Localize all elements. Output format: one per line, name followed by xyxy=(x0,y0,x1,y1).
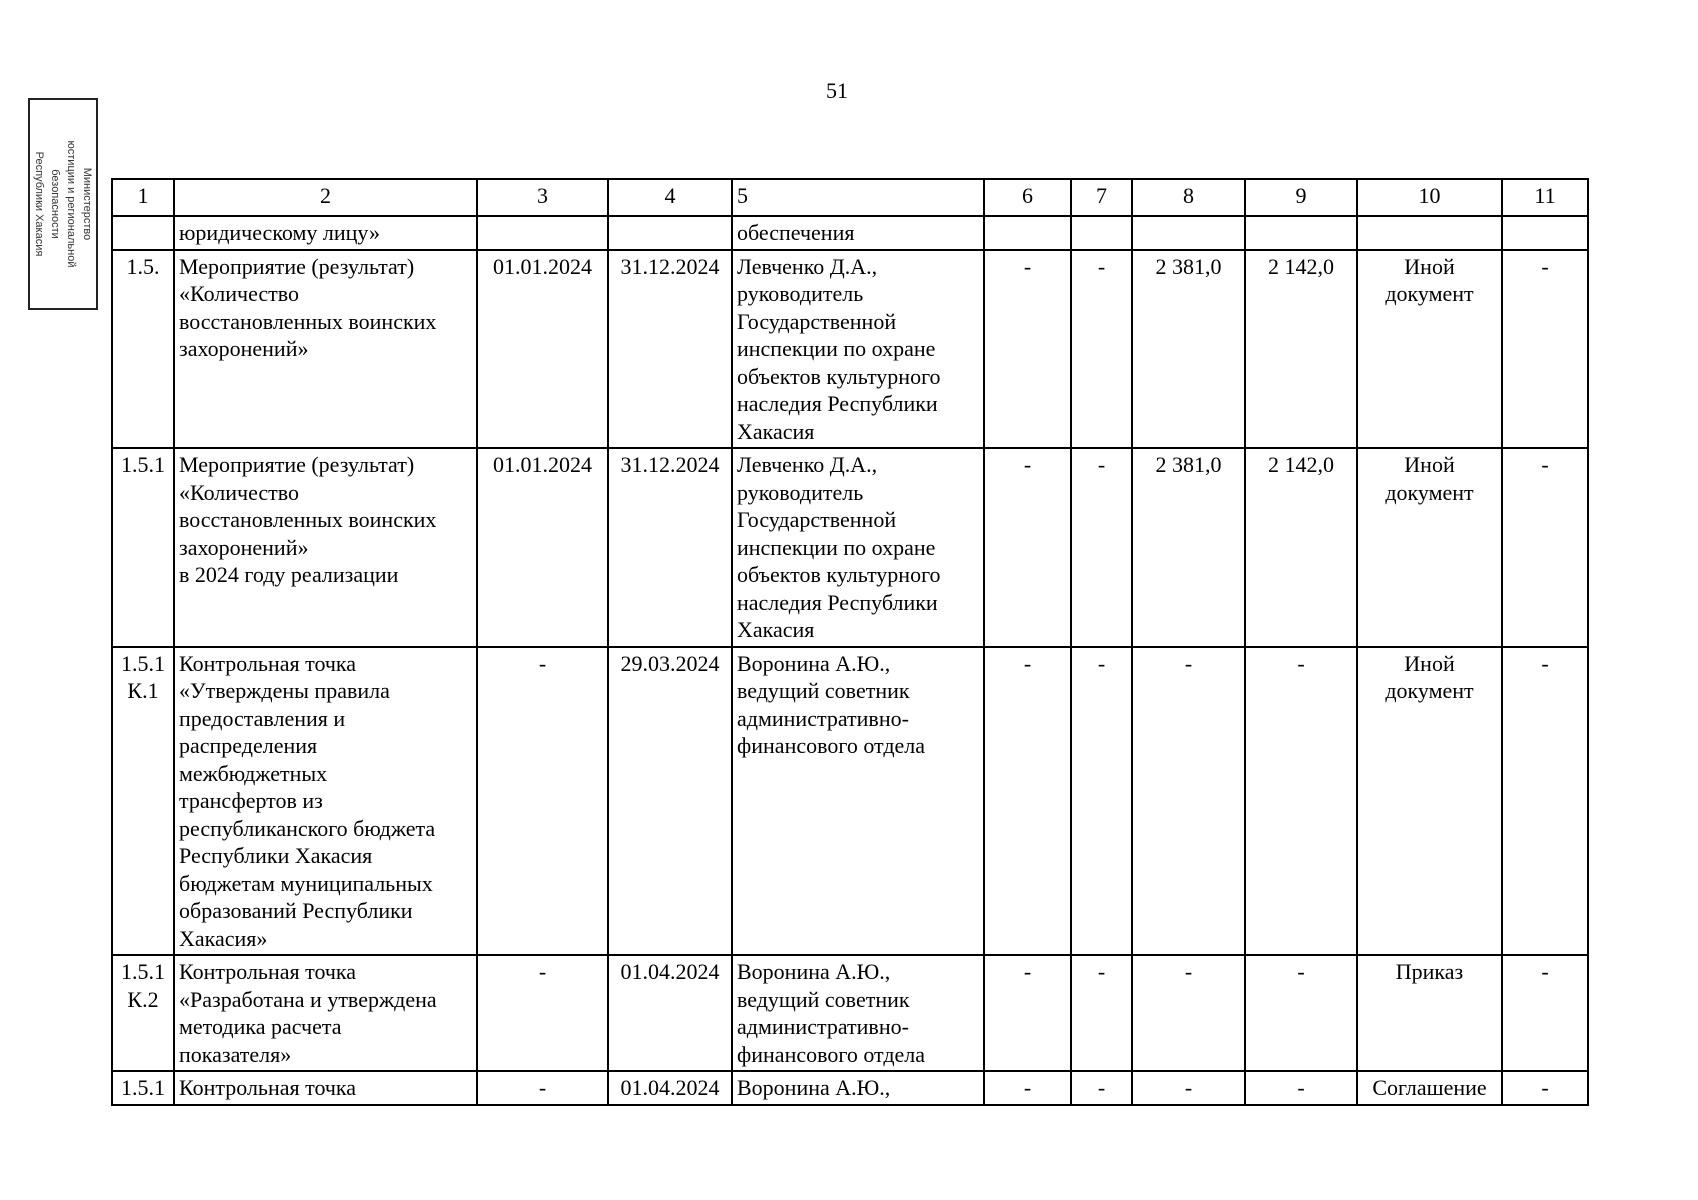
table-cell-col-7: - xyxy=(1071,250,1132,449)
table-cell-col-8: 2 381,0 xyxy=(1132,250,1245,449)
cell-line: распределения xyxy=(179,733,318,758)
header-cell: 4 xyxy=(608,179,732,216)
header-cell: 6 xyxy=(984,179,1071,216)
table-cell-col-3: 01.01.2024 xyxy=(477,250,608,449)
cell-line: Государственной xyxy=(737,507,897,532)
table-cell-col-11: - xyxy=(1502,647,1588,956)
table-row xyxy=(112,216,1588,250)
table-cell-col-2 xyxy=(174,216,477,250)
table-cell-col-2 xyxy=(174,1071,477,1105)
cell-line: Республики Хакасия xyxy=(179,843,373,868)
table-row xyxy=(112,1071,1588,1105)
table-cell-col-4 xyxy=(608,216,732,250)
table-cell-col-11: - xyxy=(1502,955,1588,1071)
cell-line: образований Республики xyxy=(179,898,413,923)
table-cell-col-10 xyxy=(1357,250,1502,449)
cell-line: межбюджетных xyxy=(179,760,328,786)
cell-line: руководитель xyxy=(737,479,864,505)
registration-stamp xyxy=(28,98,98,310)
cell-line: административно- xyxy=(737,1014,909,1039)
table-cell-col-7: - xyxy=(1071,647,1132,956)
cell-line: объектов культурного xyxy=(737,562,941,587)
table-row xyxy=(112,448,1588,647)
cell-line: наследия Республики xyxy=(737,391,938,416)
table-cell-col-9 xyxy=(1245,216,1357,250)
table-cell-col-8: - xyxy=(1132,1071,1245,1105)
cell-line: предоставления и xyxy=(179,705,346,731)
table-cell-col-3 xyxy=(477,216,608,250)
header-cell: 11 xyxy=(1502,179,1588,216)
cell-line: Воронина А.Ю., xyxy=(737,959,891,984)
cell-line: Левченко Д.А., xyxy=(737,452,878,477)
header-cell: 10 xyxy=(1357,179,1502,216)
cell-line: методика расчета xyxy=(179,1014,342,1039)
cell-line: ведущий советник xyxy=(737,678,910,703)
table-cell-col-9: 2 142,0 xyxy=(1245,448,1357,647)
cell-line: восстановленных воинских xyxy=(179,308,437,334)
table-cell-col-10 xyxy=(1357,647,1502,956)
cell-line: «Количество xyxy=(179,479,300,505)
cell-line: документ xyxy=(1385,281,1474,306)
table-cell-col-2 xyxy=(174,250,477,449)
table-cell-col-9: 2 142,0 xyxy=(1245,250,1357,449)
table-cell-col-5 xyxy=(732,647,984,956)
cell-line: «Разработана и утверждена xyxy=(179,986,437,1012)
cell-line: Мероприятие (результат) xyxy=(179,452,415,477)
table-cell-col-11 xyxy=(1502,216,1588,250)
stamp-line: Министерство xyxy=(81,167,93,241)
cell-line: Соглашение xyxy=(1372,1075,1487,1100)
table-cell-col-6: - xyxy=(984,250,1071,449)
table-cell-col-8 xyxy=(1132,216,1245,250)
cell-line: Иной xyxy=(1404,452,1455,477)
cell-line: документ xyxy=(1385,678,1474,703)
table-cell-col-7: - xyxy=(1071,448,1132,647)
header-cell: 5 xyxy=(732,179,984,216)
table-header-row xyxy=(112,179,1588,216)
table-cell-col-2 xyxy=(174,448,477,647)
cell-line: захоронений» xyxy=(179,336,309,361)
cell-line: показателя» xyxy=(179,1041,292,1067)
cell-line: наследия Республики xyxy=(737,589,938,615)
cell-line: обеспечения xyxy=(737,220,855,245)
cell-line: Иной xyxy=(1404,253,1455,279)
header-cell: 1 xyxy=(112,179,174,216)
table-cell-col-2 xyxy=(174,955,477,1071)
table-cell-col-11: - xyxy=(1502,448,1588,647)
cell-line: финансового отдела xyxy=(737,733,926,758)
cell-line: Контрольная точка xyxy=(179,959,357,984)
cell-line: Хакасия xyxy=(737,617,815,642)
cell-line: Приказ xyxy=(1395,959,1464,984)
table-cell-col-7 xyxy=(1071,216,1132,250)
table-cell-col-1: 1.5.1 К.2 xyxy=(112,955,174,1071)
table-row xyxy=(112,647,1588,956)
header-cell: 8 xyxy=(1132,179,1245,216)
table-cell-col-10 xyxy=(1357,955,1502,1071)
cell-line: административно- xyxy=(737,705,909,731)
table-cell-col-1: 1.5.1 К.1 xyxy=(112,647,174,956)
table-cell-col-4: 29.03.2024 xyxy=(608,647,732,956)
cell-line: в 2024 году реализации xyxy=(179,562,399,587)
cell-line: Левченко Д.А., xyxy=(737,253,878,279)
table-cell-col-1 xyxy=(112,216,174,250)
cell-line: захоронений» xyxy=(179,534,309,560)
table-cell-col-3: - xyxy=(477,647,608,956)
table-row xyxy=(112,955,1588,1071)
cell-line: Контрольная точка xyxy=(179,650,357,676)
cell-line: Хакасия xyxy=(737,418,815,444)
header-cell: 9 xyxy=(1245,179,1357,216)
table-cell-col-3: - xyxy=(477,1071,608,1105)
cell-line: финансового отдела xyxy=(737,1041,926,1067)
table-cell-col-1: 1.5.1 xyxy=(112,1071,174,1105)
cell-line: Мероприятие (результат) xyxy=(179,253,415,279)
cell-line: ведущий советник xyxy=(737,986,910,1012)
table-cell-col-5 xyxy=(732,955,984,1071)
table-cell-col-4: 31.12.2024 xyxy=(608,448,732,647)
table-cell-col-9: - xyxy=(1245,647,1357,956)
cell-line: Воронина А.Ю., xyxy=(737,650,891,676)
table-cell-col-4: 01.04.2024 xyxy=(608,955,732,1071)
cell-line: восстановленных воинских xyxy=(179,507,437,532)
table-cell-col-7: - xyxy=(1071,1071,1132,1105)
cell-line: инспекции по охране xyxy=(737,336,936,361)
table-cell-col-3: - xyxy=(477,955,608,1071)
header-cell: 7 xyxy=(1071,179,1132,216)
table-cell-col-11: - xyxy=(1502,250,1588,449)
table-cell-col-6: - xyxy=(984,1071,1071,1105)
table-cell-col-5 xyxy=(732,216,984,250)
cell-line: Государственной xyxy=(737,308,897,334)
table-cell-col-5 xyxy=(732,1071,984,1105)
table-cell-col-7: - xyxy=(1071,955,1132,1071)
cell-line: документ xyxy=(1385,479,1474,505)
cell-line: юридическому лицу» xyxy=(179,220,380,245)
table-cell-col-10 xyxy=(1357,216,1502,250)
cell-line: Иной xyxy=(1404,650,1455,676)
table-cell-col-9: - xyxy=(1245,955,1357,1071)
cell-line: бюджетам муниципальных xyxy=(179,870,433,896)
table-cell-col-1: 1.5. xyxy=(112,250,174,449)
cell-line: инспекции по охране xyxy=(737,534,936,560)
table-cell-col-11: - xyxy=(1502,1071,1588,1105)
table-cell-col-5 xyxy=(732,250,984,449)
table-cell-col-4: 31.12.2024 xyxy=(608,250,732,449)
table-cell-col-6: - xyxy=(984,448,1071,647)
table-cell-col-8: 2 381,0 xyxy=(1132,448,1245,647)
activities-table xyxy=(111,178,1589,1106)
table-cell-col-3: 01.01.2024 xyxy=(477,448,608,647)
page-number: 51 xyxy=(826,78,848,103)
cell-line: трансфертов из xyxy=(179,788,323,813)
cell-line: Хакасия» xyxy=(179,925,268,951)
cell-line: Контрольная точка xyxy=(179,1075,357,1100)
table-cell-col-4: 01.04.2024 xyxy=(608,1071,732,1105)
cell-line: «Количество xyxy=(179,281,300,306)
table-row xyxy=(112,250,1588,449)
stamp-line: юстиции и региональной xyxy=(65,140,77,268)
cell-line: «Утверждены правила xyxy=(179,678,390,703)
table-cell-col-8: - xyxy=(1132,647,1245,956)
table-cell-col-9: - xyxy=(1245,1071,1357,1105)
table-cell-col-10 xyxy=(1357,1071,1502,1105)
stamp-line: Республики Хакасия xyxy=(33,151,45,257)
stamp-line: безопасности xyxy=(49,169,61,239)
table-cell-col-10 xyxy=(1357,448,1502,647)
cell-line: руководитель xyxy=(737,281,864,306)
table-cell-col-6: - xyxy=(984,955,1071,1071)
header-cell: 2 xyxy=(174,179,477,216)
table-cell-col-6 xyxy=(984,216,1071,250)
table-cell-col-1: 1.5.1 xyxy=(112,448,174,647)
table-cell-col-8: - xyxy=(1132,955,1245,1071)
table-cell-col-2 xyxy=(174,647,477,956)
table-cell-col-6: - xyxy=(984,647,1071,956)
cell-line: объектов культурного xyxy=(737,363,941,389)
table-cell-col-5 xyxy=(732,448,984,647)
cell-line: Воронина А.Ю., xyxy=(737,1075,891,1100)
header-cell: 3 xyxy=(477,179,608,216)
cell-line: республиканского бюджета xyxy=(179,815,436,841)
